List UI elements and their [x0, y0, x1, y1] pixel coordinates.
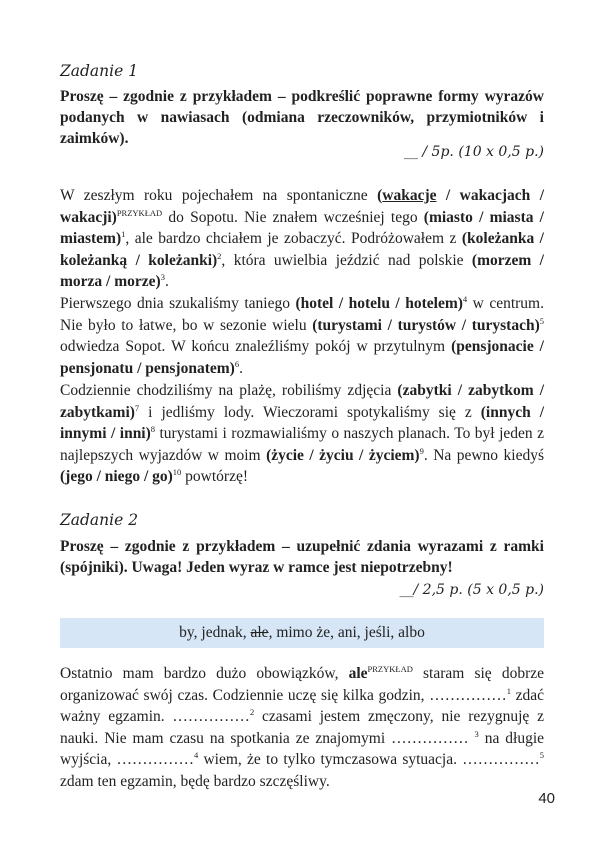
task1-paragraph-2: Pierwszego dnia szukaliśmy taniego (hotel / hotelu / hotelem)$^4$ w centrum. Nie było to łatwe, bo w sezonie wielu (turystami / turystów / turystach)$^5$ odwiedza Sopot. W końcu znaleźliśmy pokój w przytulnym (pensjonacie / pensjonatu / pensjonatem)$^6$. — [60, 293, 544, 377]
example-marker: PRZYKŁAD — [367, 663, 413, 674]
option-group-example: (wakacje / wakacjach / wakacji) — [60, 187, 544, 226]
word-box: by, jednak, ale, mimo że, ani, jeśli, albo — [60, 618, 544, 648]
example-marker: PRZYKŁAD — [116, 207, 163, 218]
task1-paragraph-1: W zeszłym roku pojechałem na spontaniczne (wakacje / wakacjach / wakacji)$^{PRZYKŁAD}$ do Sopotu. Nie znałem wcześniej tego (miasto / miasta / miastem)$^1$, ale bardzo chciałem je zobaczyć. Podróżowałem z (koleżanka / koleżanką / koleżanki)$^2$, która uwielbia jeździć nad polskie (morzem / morza / morze)$^3$. — [60, 187, 544, 290]
option-group-3: (morzem / morza / morze) — [60, 251, 544, 290]
option-group-9: (życie / życiu / życiem) — [266, 446, 420, 464]
task1-title: Zadanie 1 — [60, 62, 139, 80]
option-group-10: (jego / niego / go) — [60, 468, 173, 485]
task1-points: __ / 5p. (10 x 0,5 p.) — [403, 144, 544, 160]
option-group-6: (pensjonacie / pensjonatu / pensjonatem) — [60, 338, 544, 377]
underlined-example: wakacje — [382, 187, 437, 204]
option-group-1: (miasto / miasta / miastem) — [60, 208, 544, 247]
option-group-2: (koleżanka / koleżanką / koleżanki) — [60, 230, 544, 269]
example-answer: ale — [348, 665, 368, 682]
option-group-5: (turystami / turystów / turystach) — [312, 316, 540, 334]
page-number: 40 — [538, 790, 555, 807]
option-group-4: (hotel / hotelu / hotelem) — [295, 295, 463, 312]
option-group-7: (zabytki / zabytkom / zabytkami) — [60, 382, 545, 421]
task2-points: __/ 2,5 p. (5 x 0,5 p.) — [399, 582, 544, 598]
option-group-8: (innych / innymi / inni) — [60, 403, 544, 442]
task2-instruction: Proszę – zgodnie z przykładem – uzupełnić zdania wyrazami z ramki (spójniki). Uwaga! Jeden wyraz w ramce jest niepotrzebny! — [60, 538, 544, 576]
struck-word: ale — [250, 624, 269, 641]
text: W zeszłym roku pojechałem na spontaniczne — [60, 187, 378, 204]
task1-paragraph-3: Codziennie chodziliśmy na plażę, robiliśmy zdjęcia (zabytki / zabytkom / zabytkami)$^7$ i jedliśmy lody. Wieczorami spotykaliśmy się z (innych / innymi / inni)$^8$ turystami i rozmawialiśmy o naszych planach. To był jeden z najlepszych wyjazdów w moim (życie / życiu / życiem)$^9$. Na pewno kiedyś (jego / niego / go)$^{10}$ powtórzę! — [60, 382, 545, 485]
task2-title: Zadanie 2 — [60, 511, 139, 529]
task1-instruction: Proszę – zgodnie z przykładem – podkreślić poprawne formy wyrazów podanych w nawiasach (odmiana rzeczowników, przymiotników i zaimków). — [60, 88, 544, 147]
task2-paragraph: Ostatnio mam bardzo dużo obowiązków, ale$^{PRZYKŁAD}$ staram się dobrze organizować swój czas. Codziennie uczę się kilka godzin, ……………$^1$ zdać ważny egzamin. ……………$^2$ czasami jestem zmęczony, nie rezygnuję z nauki. Nie mam czasu na spotkania ze znajomymi …………… $^3$ na długie wyjścia, ……………$^4$ wiem, że to tylko tymczasowa sytuacja. ……………$^5$ zdam ten egzamin, będę bardzo szczęśliwy. — [60, 663, 544, 790]
